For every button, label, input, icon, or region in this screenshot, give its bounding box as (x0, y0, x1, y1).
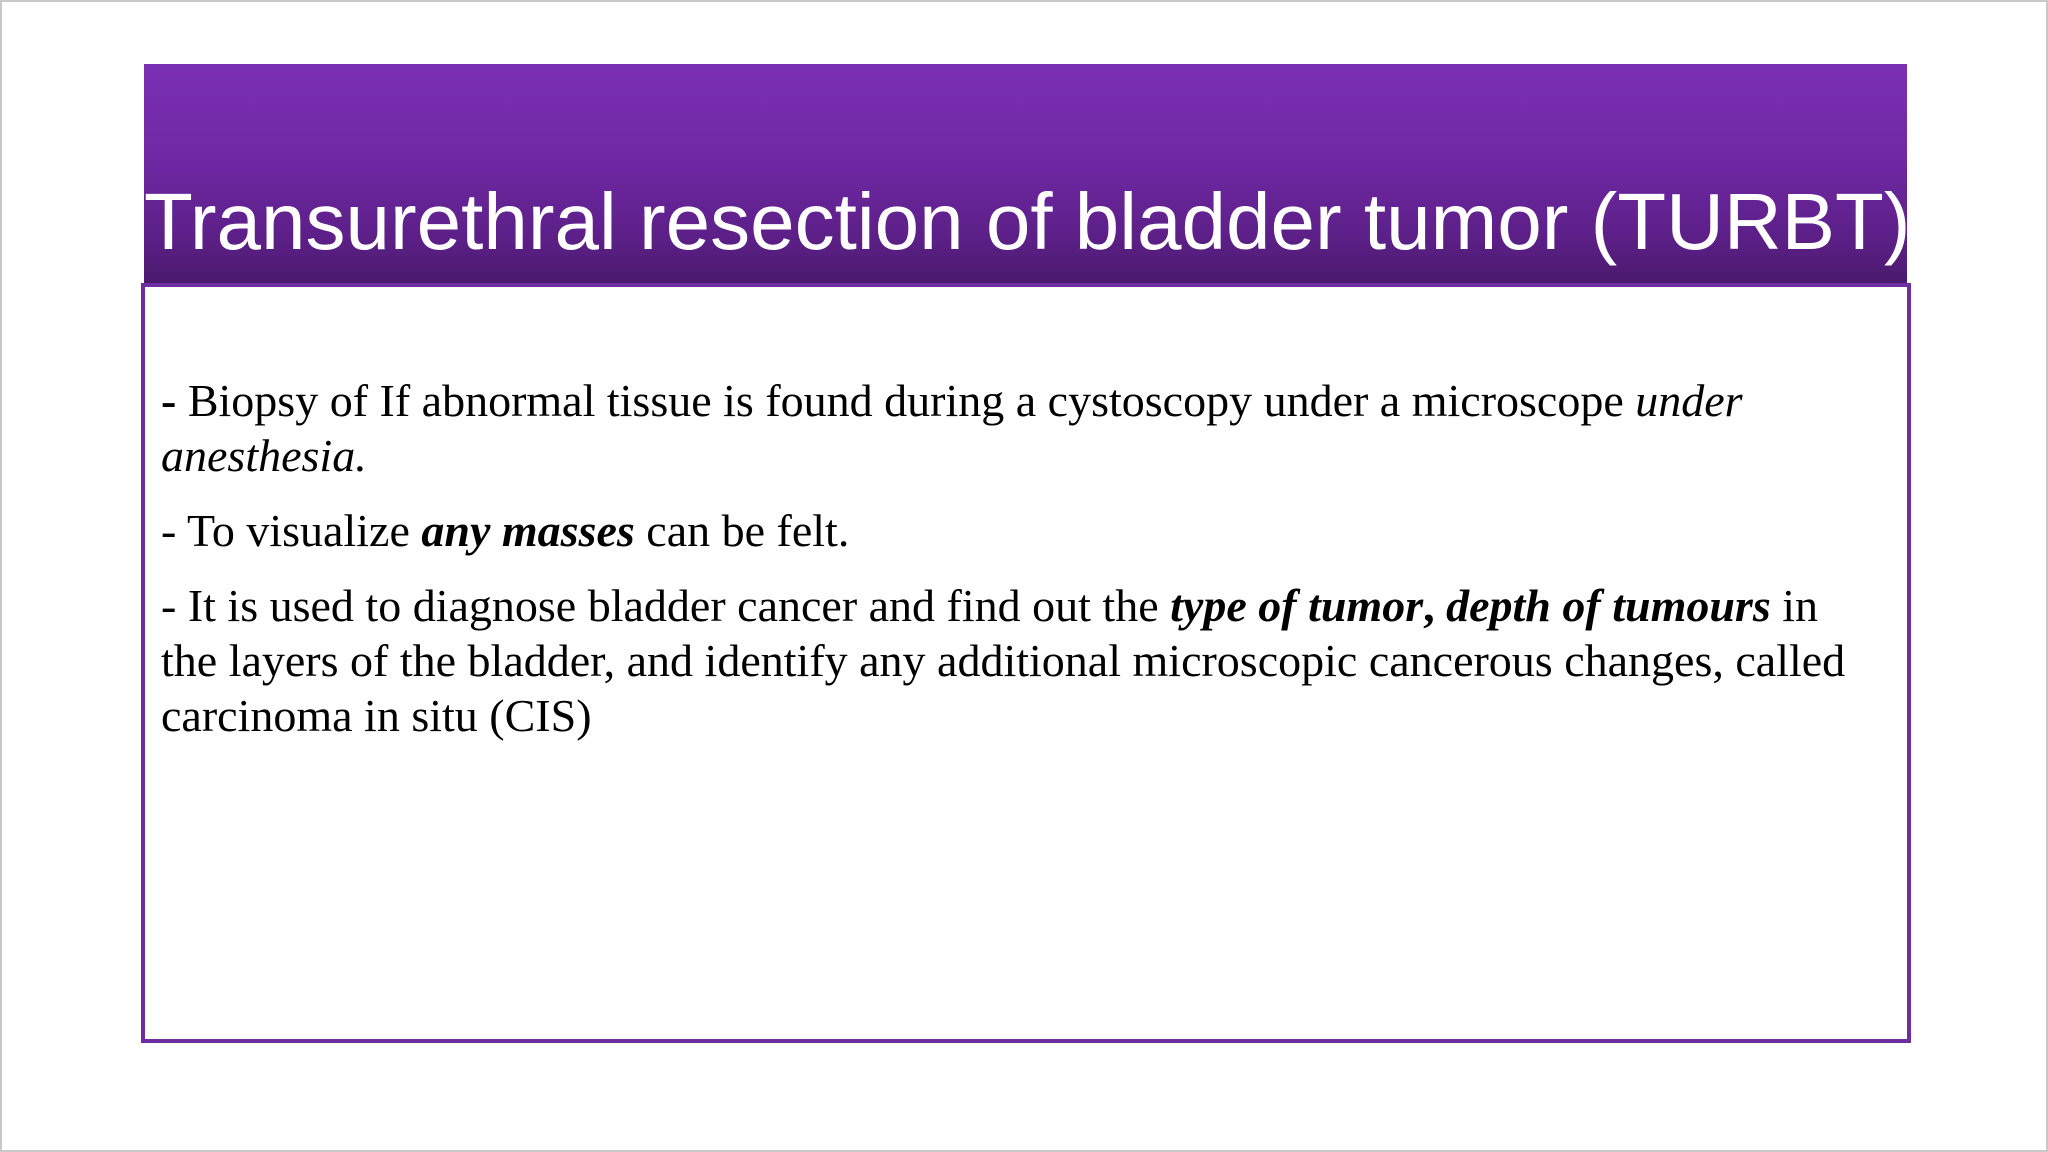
bullet-text: in the layers of the bladder, and identify any additional microscopic cancerous changes, called carcinoma in situ (CIS) (161, 580, 1846, 741)
title-bar (144, 64, 1911, 284)
slide-title: Transurethral resection of bladder tumor (TURBT) (144, 177, 1911, 266)
bullet-text: Biopsy of If abnormal tissue is found during a cystoscopy under a microscope (176, 375, 1636, 426)
bullet-text: - It is used to diagnose bladder cancer and find out the (161, 580, 1171, 631)
bullet-text: - To visualize (161, 505, 422, 556)
bullet-emphasis-comma: , (1423, 580, 1435, 631)
content-box (141, 283, 1911, 1043)
bullet-emphasis-text: depth of tumours (1434, 580, 1771, 631)
bullet-text: can be felt. (634, 505, 850, 556)
bullet-emphasis-text: any masses (421, 505, 635, 556)
bullet-biopsy (161, 373, 1867, 483)
bullet-dash: - (161, 375, 177, 426)
bullet-diagnose (161, 578, 1867, 743)
bullet-italic-text: under anesthesia. (161, 375, 1743, 481)
bullet-visualize (161, 503, 1867, 558)
content-body (161, 373, 1867, 763)
bullet-emphasis-text: type of tumor (1170, 580, 1424, 631)
